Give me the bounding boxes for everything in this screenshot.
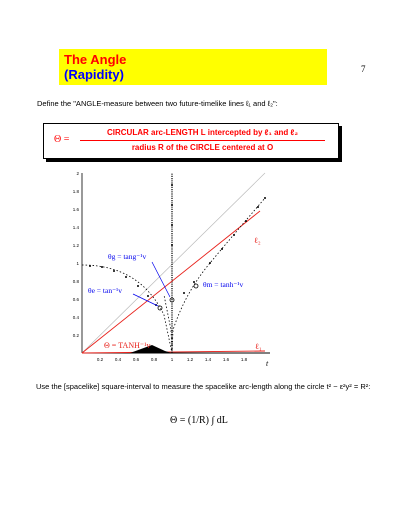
x-tick-label: 1.8 [240, 357, 248, 362]
curve-point [89, 265, 91, 267]
y-tick-labels [73, 171, 80, 338]
curve-point [264, 197, 266, 199]
curve-point [245, 220, 247, 222]
label-theta-m: θm = tanh⁻¹v [203, 280, 244, 289]
intersection-theta-e [158, 306, 162, 310]
y-tick-label: 1.4 [72, 225, 79, 230]
y-tick-label: 1.2 [72, 243, 79, 248]
title-box [59, 49, 327, 85]
axis-label-t: t [266, 359, 269, 368]
curve-point [233, 234, 235, 236]
x-tick-label: 0.6 [132, 357, 140, 362]
y-tick-label: 1.8 [72, 189, 79, 194]
fraction-bar [80, 140, 325, 141]
x-tick-label: 0.8 [150, 357, 158, 362]
title-sub: (Rapidity) [64, 67, 124, 82]
rapidity-figure [60, 165, 290, 375]
page-number: 7 [361, 64, 366, 74]
curve-point [171, 224, 173, 226]
curve-point [171, 184, 173, 186]
y-tick-label: 0.4 [72, 315, 79, 320]
intersection-theta-m [194, 284, 198, 288]
label-theta-g: θg = tang⁻¹v [108, 252, 147, 261]
curve-point [147, 295, 149, 297]
pointer-theta-g [152, 262, 170, 297]
curve-point [171, 204, 173, 206]
x-tick-label: 0.4 [114, 357, 122, 362]
definition-box [43, 123, 339, 159]
x-tick-label: 1 [170, 357, 174, 362]
curve-point [193, 281, 195, 283]
y-tick-label: 0.6 [72, 297, 79, 302]
label-ell2: ℓ₂ [254, 236, 261, 245]
curve-point [257, 206, 259, 208]
y-tick-label: 0.2 [72, 333, 79, 338]
x-tick-label: 1.4 [204, 357, 212, 362]
label-theta-e: θe = tan⁻¹v [88, 286, 123, 295]
y-tick-label: 0.8 [72, 279, 79, 284]
curve-point [171, 244, 173, 246]
label-ell1: ℓ₁ [255, 342, 262, 351]
curve-point [101, 266, 103, 268]
intro-text: Define the "ANGLE-measure between two future-timelike lines ℓ₁ and ℓ₂": [37, 99, 278, 108]
final-formula: Θ = (1/R) ∫ dL [170, 415, 228, 426]
light-cone-line [82, 173, 265, 353]
definition-numerator: CIRCULAR arc-LENGTH L intercepted by ℓ₁ and ℓ₂ [107, 128, 298, 137]
y-tick-label: 2 [76, 171, 79, 176]
x-tick-labels [97, 357, 248, 362]
title-main: The Angle [64, 52, 127, 67]
curve-point [221, 248, 223, 250]
label-big-theta: Θ = TANH⁻¹v [104, 341, 151, 350]
x-tick-label: 1.2 [186, 357, 194, 362]
curve-point [113, 270, 115, 272]
x-tick-label: 0.2 [96, 357, 104, 362]
x-tick-label: 1.6 [222, 357, 230, 362]
definition-denominator: radius R of the CIRCLE centered at O [131, 143, 274, 152]
y-tick-label: 1 [76, 261, 79, 266]
definition-lhs: Θ = [54, 134, 70, 145]
curve-point [209, 262, 211, 264]
curve-point [137, 285, 139, 287]
body-paragraph: Use the [spacelike] square-interval to measure the spacelike arc-length along the circle t² − ε²y² = R²: [36, 382, 371, 391]
y-tick-label: 1.6 [72, 207, 79, 212]
curve-point [125, 276, 127, 278]
hyperbola-right [172, 198, 265, 353]
hyperbola-left [164, 295, 172, 353]
curve-point [183, 292, 185, 294]
